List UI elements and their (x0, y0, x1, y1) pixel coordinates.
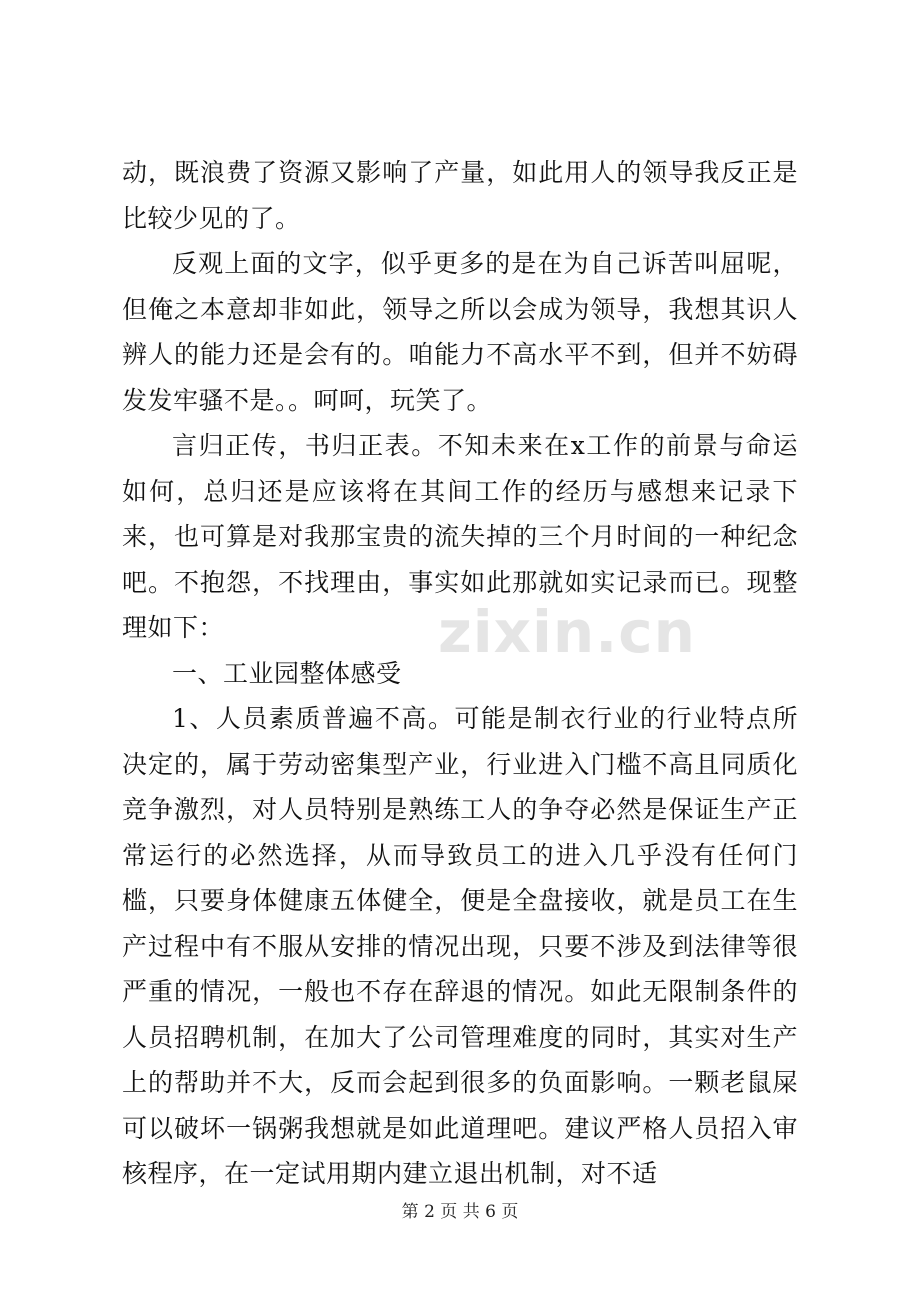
paragraph-4: 1、人员素质普遍不高。可能是制衣行业的行业特点所决定的，属于劳动密集型产业，行业进入门槛不高且同质化竞争激烈，对人员特别是熟练工人的争夺必然是保证生产正常运行的必然选择，从而导致员工的进入几乎没有任何门槛，只要身体健康五体健全，便是全盘接收，就是员工在生产过程中有不服从安排的情况出现，只要不涉及到法律等很严重的情况，一般也不存在辞退的情况。如此无限制条件的人员招聘机制，在加大了公司管理难度的同时，其实对生产上的帮助并不大，反而会起到很多的负面影响。一颗老鼠屎可以破坏一锅粥我想就是如此道理吧。建议严格人员招入审核程序，在一定试用期内建立退出机制，对不适 (122, 704, 798, 1188)
watermark: zixin.cn (438, 598, 696, 666)
document-body (122, 150, 798, 1197)
section-heading: 一、工业园整体感受 (172, 658, 402, 688)
paragraph-3: 言归正传，书归正表。不知未来在x工作的前景与命运如何，总归还是应该将在其间工作的经历与感想来记录下来，也可算是对我那宝贵的流失掉的三个月时间的一种纪念吧。不抱怨，不找理由，事实如此那就如实记录而已。现整理如下： (122, 431, 798, 642)
page-footer: 第 2 页 共 6 页 (401, 1202, 519, 1222)
paragraph-2: 反观上面的文字，似乎更多的是在为自己诉苦叫屈呢，但俺之本意却非如此，领导之所以会成为领导，我想其识人辨人的能力还是会有的。咱能力不高水平不到，但并不妨碍发发牢骚不是。。呵呵，玩笑了。 (122, 249, 798, 415)
paragraph-1: 动，既浪费了资源又影响了产量，如此用人的领导我反正是比较少见的了。 (122, 158, 798, 233)
